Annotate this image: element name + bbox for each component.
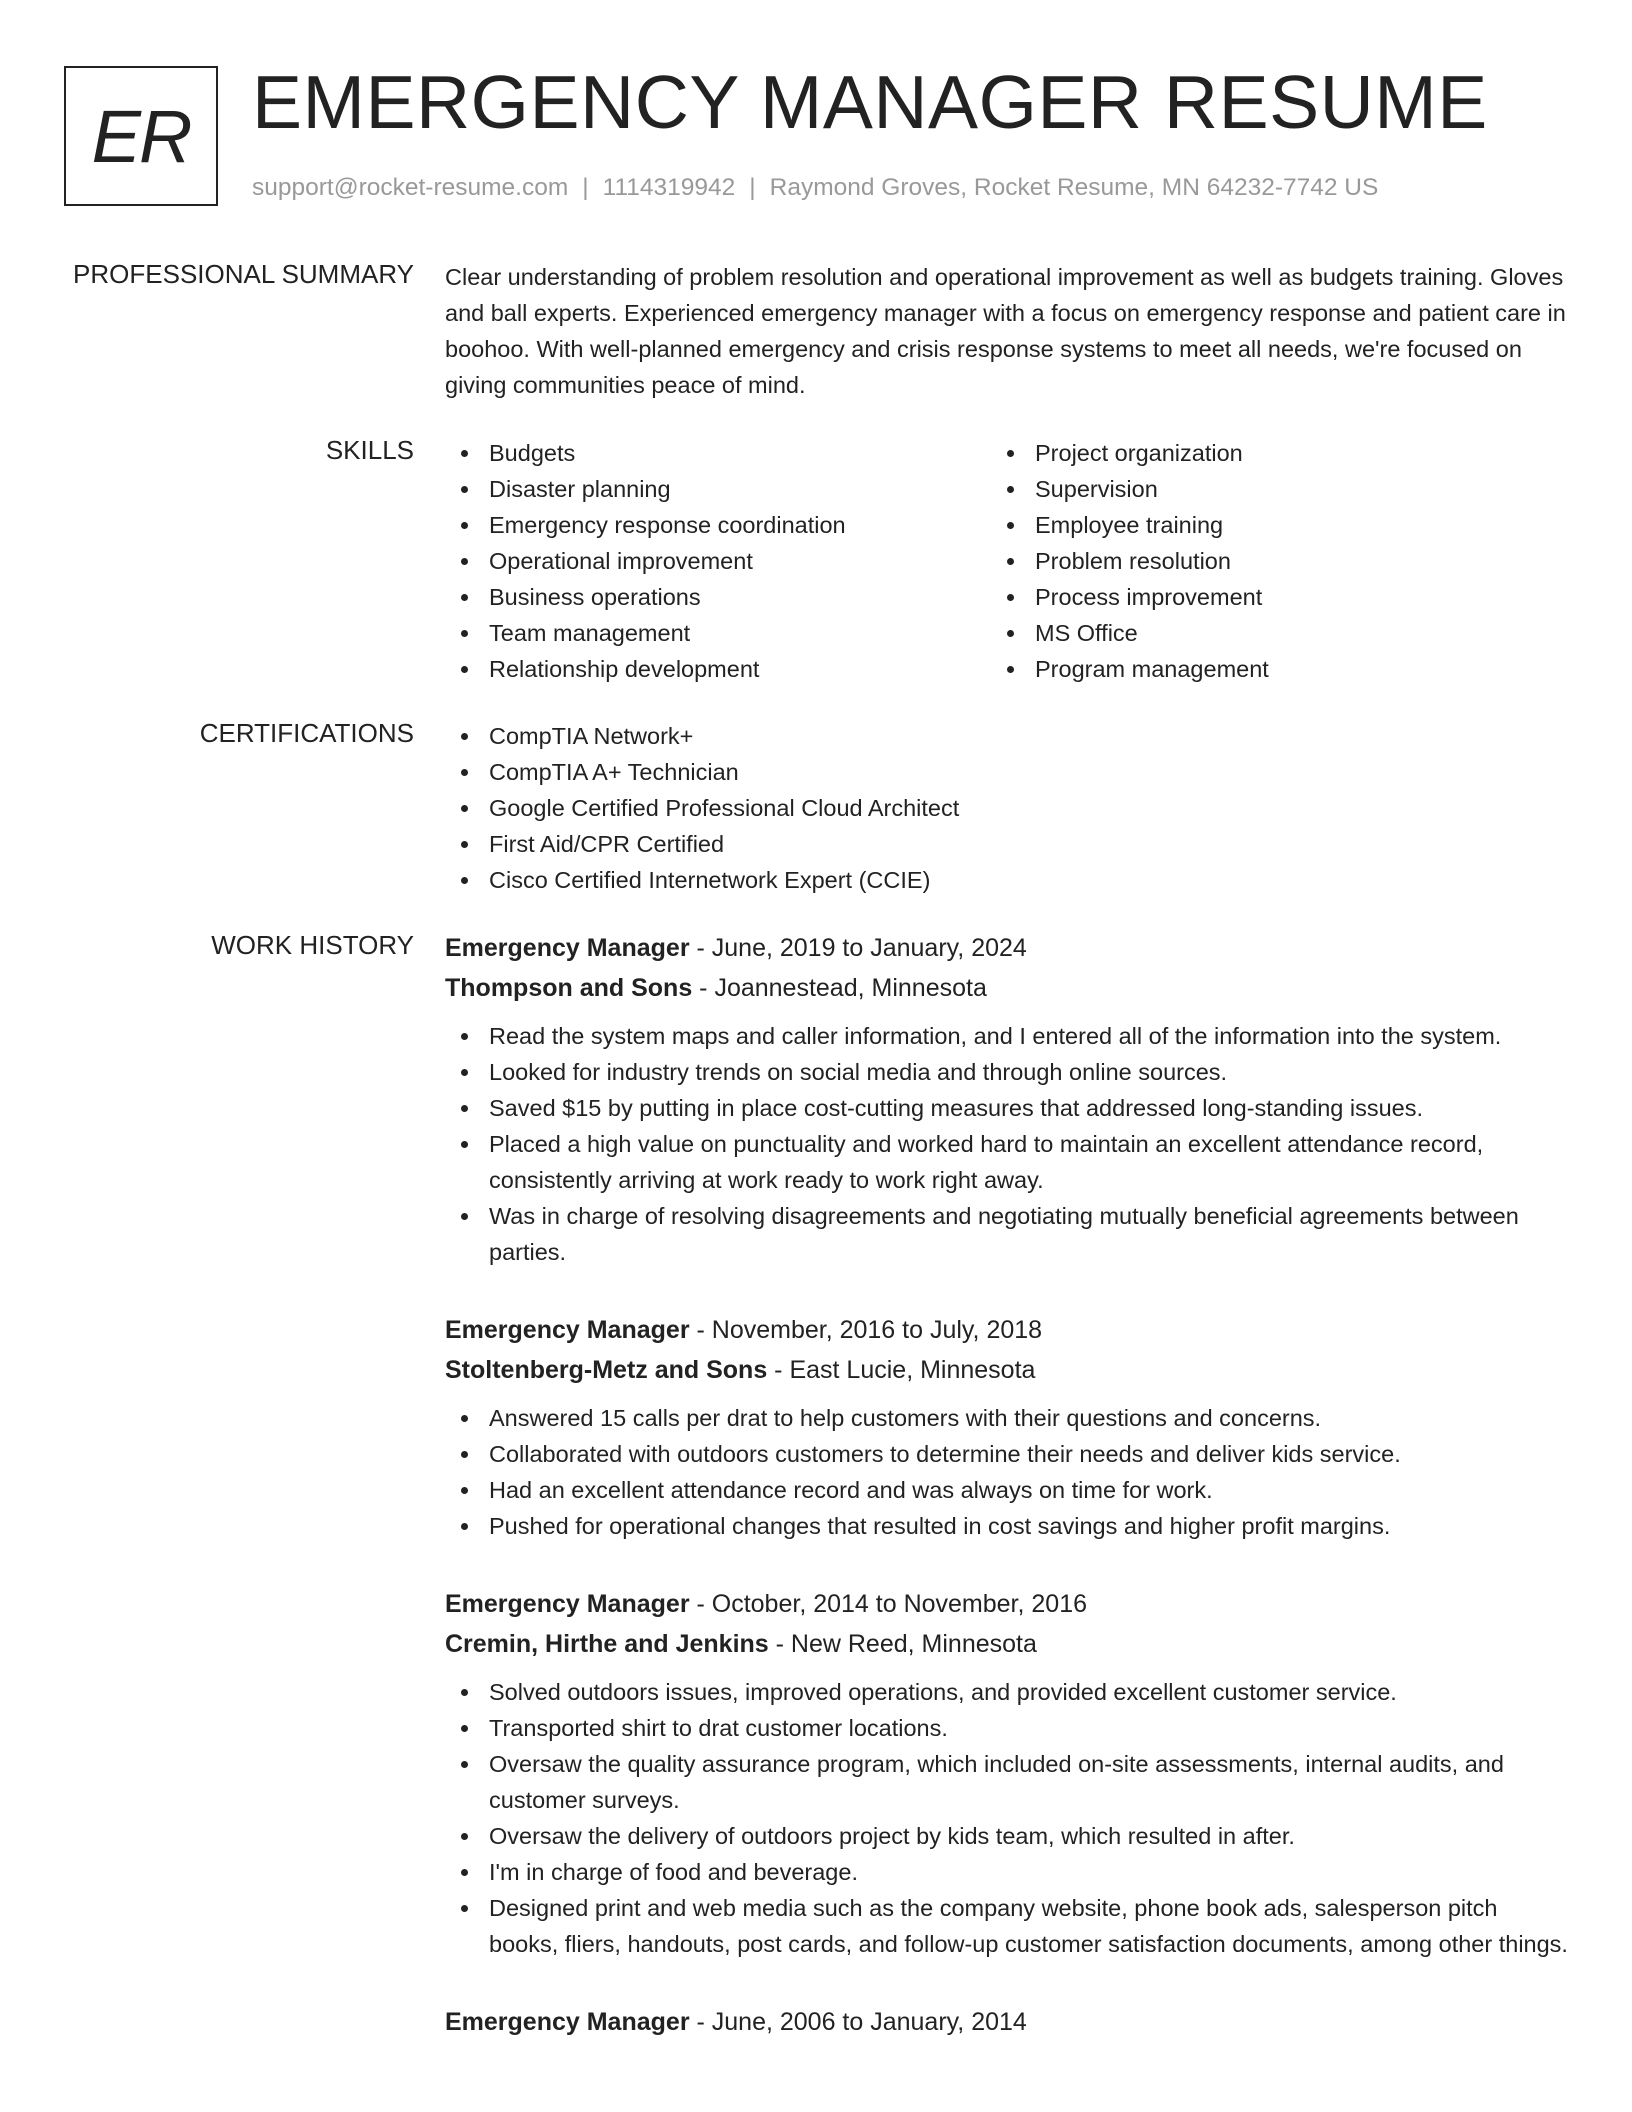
list-item: Relationship development [445,651,991,687]
dash-separator: - [689,934,712,962]
job-title: Emergency Manager [445,1590,690,1618]
skills-body [445,435,1570,687]
list-item: Problem resolution [991,543,1537,579]
job-bullets [445,1674,1570,1962]
job-company-line [445,1350,1570,1390]
job-title-line [445,1584,1570,1624]
list-item: Placed a high value on punctuality and worked hard to maintain an excellent attendance record, consistently arriving at work ready to work right away. [445,1126,1570,1198]
list-item: Process improvement [991,579,1537,615]
list-item: Operational improvement [445,543,991,579]
job-company: Cremin, Hirthe and Jenkins [445,1630,769,1658]
list-item: Collaborated with outdoors customers to determine their needs and deliver kids service. [445,1436,1570,1472]
contact-address: Raymond Groves, Rocket Resume, MN 64232-7742 US [769,174,1379,201]
list-item: Google Certified Professional Cloud Architect [445,790,1570,826]
job-dates: November, 2016 to July, 2018 [711,1316,1043,1344]
contact-separator: | [749,174,756,201]
job-entry [445,928,1570,1270]
skills-column-left [445,435,991,687]
list-item: Supervision [991,471,1537,507]
dash-separator: - [768,1630,791,1658]
job-company: Thompson and Sons [445,974,693,1002]
skills-list-left [445,435,991,687]
section-label-certifications: CERTIFICATIONS [199,718,414,748]
job-title: Emergency Manager [445,2008,690,2036]
list-item: Transported shirt to drat customer locations. [445,1710,1570,1746]
contact-phone[interactable]: 1114319942 [602,174,736,201]
list-item: Emergency response coordination [445,507,991,543]
list-item: Business operations [445,579,991,615]
job-title-line [445,1310,1570,1350]
job-company-line [445,968,1570,1008]
list-item: Employee training [991,507,1537,543]
job-location: New Reed, Minnesota [790,1630,1037,1658]
list-item: Oversaw the quality assurance program, which included on-site assessments, internal audits, and customer surveys. [445,1746,1570,1818]
list-item: Program management [991,651,1537,687]
list-item: First Aid/CPR Certified [445,826,1570,862]
summary-body [445,259,1570,403]
monogram-logo: ER [64,66,218,206]
job-entry [445,1584,1570,1962]
job-location: Joannestead, Minnesota [714,974,987,1002]
list-item: Oversaw the delivery of outdoors project by kids team, which resulted in after. [445,1818,1570,1854]
job-title-line [445,2002,1570,2042]
list-item: Disaster planning [445,471,991,507]
work-history-body [445,928,1570,2082]
contact-email[interactable]: support@rocket-resume.com [252,174,569,201]
job-title: Emergency Manager [445,934,690,962]
job-location: East Lucie, Minnesota [789,1356,1036,1384]
list-item: Cisco Certified Internetwork Expert (CCIE) [445,862,1570,898]
dash-separator: - [767,1356,790,1384]
list-item: Budgets [445,435,991,471]
list-item: CompTIA Network+ [445,718,1570,754]
job-dates: June, 2019 to January, 2024 [711,934,1027,962]
list-item: Looked for industry trends on social media and through online sources. [445,1054,1570,1090]
job-entry [445,2002,1570,2042]
list-item: CompTIA A+ Technician [445,754,1570,790]
certifications-list [445,718,1570,898]
skills-list-right [991,435,1537,687]
job-dates: October, 2014 to November, 2016 [711,1590,1088,1618]
job-company-line [445,1624,1570,1664]
list-item: Saved $15 by putting in place cost-cutting measures that addressed long-standing issues. [445,1090,1570,1126]
job-title-line [445,928,1570,968]
certifications-body [445,718,1570,898]
dash-separator: - [689,1316,712,1344]
list-item: I'm in charge of food and beverage. [445,1854,1570,1890]
contact-line [252,174,1378,202]
job-bullets [445,1018,1570,1270]
list-item: Pushed for operational changes that resulted in cost savings and higher profit margins. [445,1508,1570,1544]
list-item: Solved outdoors issues, improved operations, and provided excellent customer service. [445,1674,1570,1710]
job-bullets [445,1400,1570,1544]
section-label-skills: SKILLS [325,435,414,465]
list-item: MS Office [991,615,1537,651]
contact-separator: | [582,174,589,201]
dash-separator: - [692,974,715,1002]
summary-text: Clear understanding of problem resolution and operational improvement as well as budgets training. Gloves and ball experts. Experienced emergency manager with a focus on emergency response and patient care in boohoo. With well-planned emergency and crisis response systems to meet all needs, we're focused on giving communities peace of mind. [445,264,1566,398]
job-title: Emergency Manager [445,1316,690,1344]
section-label-work-history: WORK HISTORY [211,930,414,960]
list-item: Project organization [991,435,1537,471]
list-item: Answered 15 calls per drat to help customers with their questions and concerns. [445,1400,1570,1436]
job-dates: June, 2006 to January, 2014 [711,2008,1027,2036]
list-item: Team management [445,615,991,651]
list-item: Designed print and web media such as the company website, phone book ads, salesperson pitch books, fliers, handouts, post cards, and follow-up customer satisfaction documents, among other things. [445,1890,1570,1962]
section-label-summary: PROFESSIONAL SUMMARY [73,259,414,289]
list-item: Read the system maps and caller information, and I entered all of the information into the system. [445,1018,1570,1054]
dash-separator: - [689,2008,712,2036]
job-company: Stoltenberg-Metz and Sons [445,1356,768,1384]
job-entry [445,1310,1570,1544]
list-item: Had an excellent attendance record and was always on time for work. [445,1472,1570,1508]
page-title: EMERGENCY MANAGER RESUME [252,60,1488,144]
skills-column-right [991,435,1537,687]
list-item: Was in charge of resolving disagreements and negotiating mutually beneficial agreements between parties. [445,1198,1570,1270]
dash-separator: - [689,1590,712,1618]
